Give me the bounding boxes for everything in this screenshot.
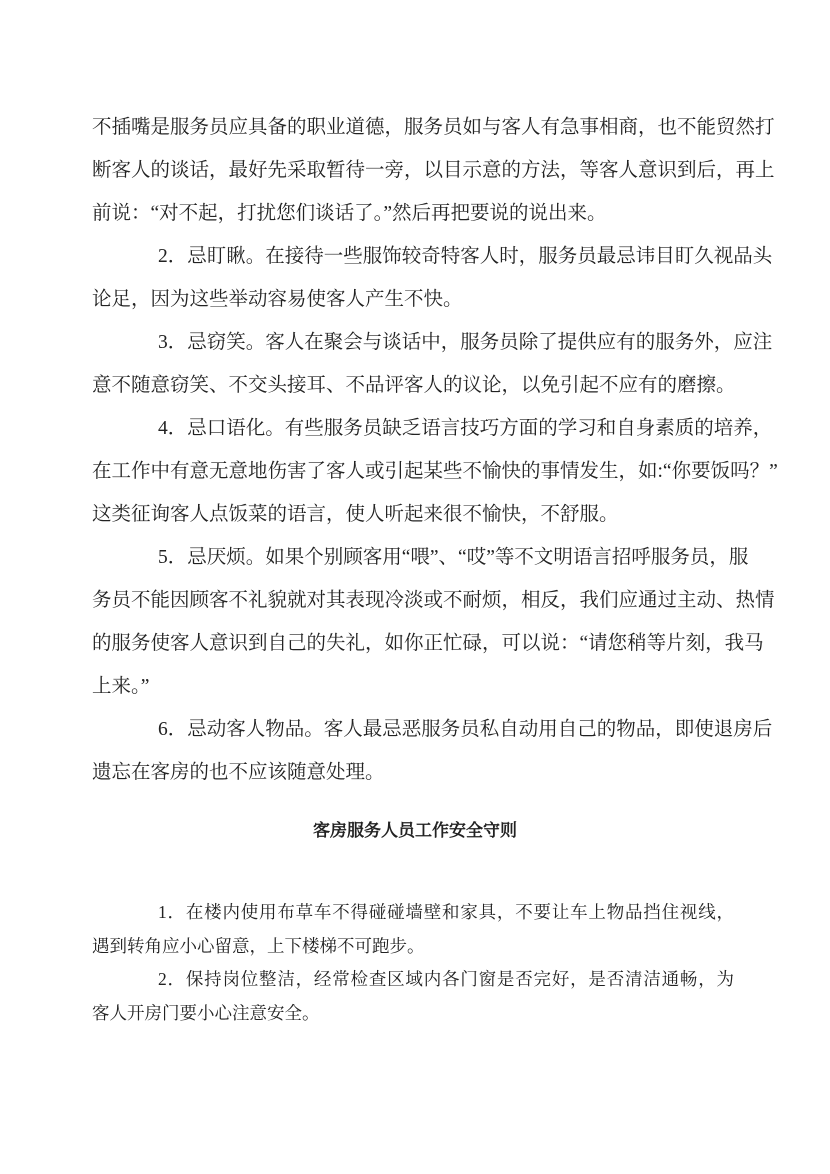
text-line: 意不随意窃笑、不交头接耳、不品评客人的议论，以免引起不应有的磨擦。 (92, 375, 736, 396)
text-line: 遇到转角应小心留意，上下楼梯不可跑步。 (92, 935, 425, 956)
text-line: 3．忌窃笑。客人在聚会与谈话中，服务员除了提供应有的服务外，应注 (158, 332, 773, 353)
text-line: 务员不能因顾客不礼貌就对其表现冷淡或不耐烦，相反，我们应通过主动、热情 (92, 590, 775, 611)
paragraph (92, 896, 734, 963)
paragraph (92, 708, 773, 794)
text-line: 遗忘在客房的也不应该随意处理。 (92, 762, 385, 783)
paragraph (92, 321, 773, 407)
paragraph (92, 536, 775, 708)
text-line: 1．在楼内使用布草车不得碰碰墙壁和家具，不要让车上物品挡住视线， (158, 902, 734, 922)
text-line: 论足，因为这些举动容易使客人产生不快。 (92, 289, 463, 310)
text-line: 4．忌口语化。有些服务员缺乏语言技巧方面的学习和自身素质的培养， (158, 418, 773, 439)
text-line: 上来。” (92, 676, 150, 697)
paragraph (92, 106, 775, 235)
section-etiquette (92, 106, 778, 794)
paragraph (92, 235, 773, 321)
text-line: 客人开房门要小心注意安全。 (92, 1002, 320, 1023)
text-line: 不插嘴是服务员应具备的职业道德，服务员如与客人有急事相商，也不能贸然打 (92, 117, 775, 138)
text-line: 2．保持岗位整洁，经常检查区域内各门窗是否完好，是否清洁通畅，为 (158, 969, 734, 989)
text-line: 这类征询客人点饭菜的语言，使人听起来很不愉快，不舒服。 (92, 504, 619, 525)
section-safety-rules (92, 896, 734, 1030)
paragraph (92, 963, 734, 1030)
text-line: 断客人的谈话，最好先采取暂待一旁，以目示意的方法，等客人意识到后，再上 (92, 160, 775, 181)
section-title: 客房服务人员工作安全守则 (313, 821, 517, 840)
text-line: 5．忌厌烦。如果个别顾客用“喂”、“哎”等不文明语言招呼服务员，服 (158, 547, 749, 568)
text-line: 在工作中有意无意地伤害了客人或引起某些不愉快的事情发生，如:“你要饭吗？” (92, 461, 778, 482)
text-line: 的服务使客人意识到自己的失礼，如你正忙碌，可以说：“请您稍等片刻，我马 (92, 633, 764, 654)
text-line: 前说：“对不起，打扰您们谈话了。”然后再把要说的说出来。 (92, 203, 607, 224)
text-line: 6．忌动客人物品。客人最忌恶服务员私自动用自己的物品，即使退房后 (158, 719, 773, 740)
text-line: 2．忌盯瞅。在接待一些服饰较奇特客人时，服务员最忌讳目盯久视品头 (158, 246, 773, 267)
paragraph (92, 407, 778, 536)
